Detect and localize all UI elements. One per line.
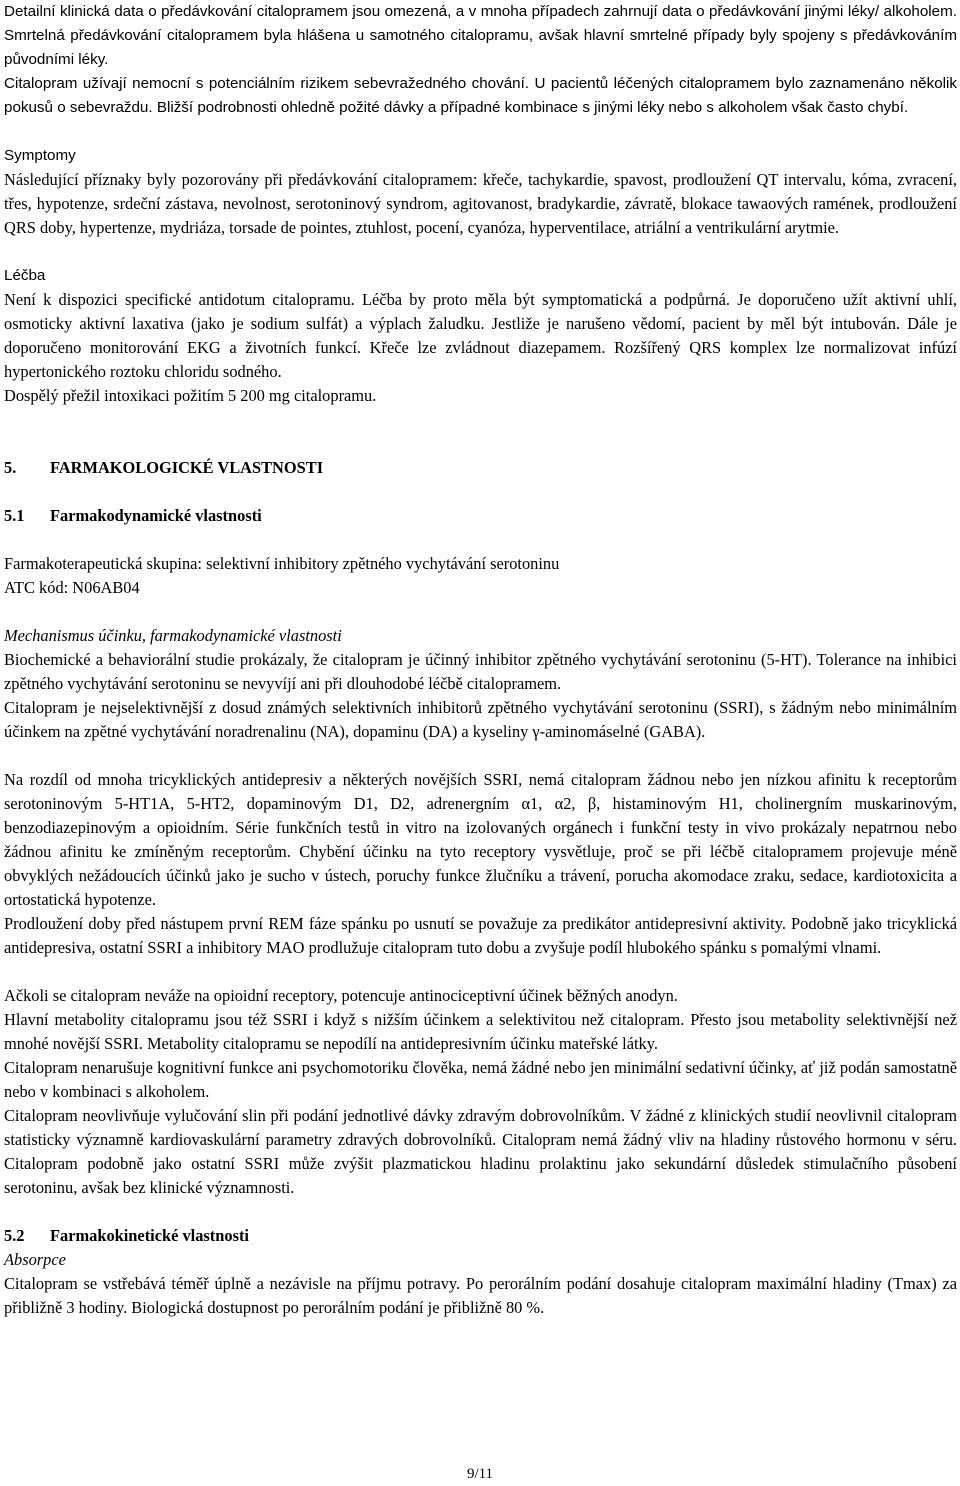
mechanism-heading: Mechanismus účinku, farmakodynamické vlastnosti [4, 626, 342, 645]
symptoms-paragraph: Následující příznaky byly pozorovány při předávkování citalopramem: křeče, tachykardie, spavost, prodloužení QT intervalu, kóma, zvracení, třes, hypotenze, srdeční zástava, nevolnost, serotoninový syndrom, agitovanost, bradykardie, závratě, blokace tawaových ramének, prodloužení QRS doby, hypertenze, mydriáza, torsade de pointes, ztuhlost, pocení, cyanóza, hyperventilace, atriální a ventrikulární arytmie. [4, 170, 957, 237]
mechanism-paragraph: Biochemické a behaviorální studie prokázaly, že citalopram je účinný inhibitor zpětného vychytávání serotoninu (5-HT). Tolerance na inhibici zpětného vychytávání serotoninu se nevyvíjí ani při dlouhodobé léčbě citalopramem. [4, 650, 957, 693]
page-number: 9/11 [466, 1466, 494, 1482]
document-page [4, 0, 957, 1320]
section-5-2-heading [4, 1224, 957, 1248]
pharmacotherapeutic-group: Farmakoterapeutická skupina: selektivní inhibitory zpětného vychytávání serotoninu [4, 554, 560, 573]
receptor-affinity-paragraph: Na rozdíl od mnoha tricyklických antidepresiv a některých novějších SSRI, nemá citalopram žádnou nebo jen nízkou afinitu k receptorům serotoninovým 5-HT1A, 5-HT2, dopaminovým D1, D2, adrenergním α1, α2, β, histaminovým H1, cholinergním muskarinovým, benzodiazepinovým a opioidním. Série funkčních testů in vitro na izolovaných orgánech i funkční testy in vivo prokázaly nepatrnou nebo žádnou afinitu ke zmíněným receptorům. Chybění účinku na tyto receptory vysvětluje, proč se při léčbě citalopramem projevuje méně obvyklých nežádoucích účinků jako je sucho v ústech, poruchy funkce žlučníku a trávení, porucha akomodace zraku, sedace, kardiotoxicita a ortostatická hypotenze. [4, 770, 957, 909]
section-title: Farmakodynamické vlastnosti [50, 506, 262, 525]
section-number: 5.2 [4, 1226, 25, 1245]
rem-sleep-paragraph: Prodloužení doby před nástupem první REM fáze spánku po usnutí se považuje za predikátor antidepresivní aktivity. Podobně jako tricyklická antidepresiva, ostatní SSRI a inhibitory MAO prodlužuje citalopram tuto dobu a zvyšuje podíl hlubokého spánku s pomalými vlnami. [4, 914, 957, 957]
section-title: FARMAKOLOGICKÉ VLASTNOSTI [50, 458, 324, 477]
section-title: Farmakokinetické vlastnosti [50, 1226, 249, 1245]
section-number: 5.1 [4, 506, 25, 525]
section-5-heading [4, 456, 957, 480]
overdose-paragraph: Detailní klinická data o předávkování citalopramem jsou omezená, a v mnoha případech zahrnují data o předávkování jinými léky/ alkoholem. Smrtelná předávkování citalopramem byla hlášena u samotného citalopramu, avšak hlavní smrtelné případy byly spojeny s předávkováním původními léky. [4, 3, 957, 68]
absorption-heading: Absorpce [4, 1250, 66, 1269]
suicide-risk-paragraph: Citalopram užívají nemocní s potenciálním rizikem sebevražedného chování. U pacientů léčených citalopramem bylo zaznamenáno několik pokusů o sebevraždu. Bližší podrobnosti ohledně požité dávky a případné kombinace s jinými léky nebo s alkoholem však často chybí. [4, 75, 957, 116]
saliva-paragraph: Citalopram neovlivňuje vylučování slin při podání jednotlivé dávky zdravým dobrovolníkům. V žádné z klinických studií neovlivnil citalopram statisticky významně kardiovaskulární parametry zdravých dobrovolníků. Citalopram nemá žádný vliv na hladiny růstového hormonu v séru. Citalopram podobně jako ostatní SSRI může zvýšit plazmatickou hladinu prolaktinu jako sekundární důsledek stimulačního působení serotoninu, avšak bez klinické významnosti. [4, 1106, 957, 1197]
opioid-paragraph: Ačkoli se citalopram neváže na opioidní receptory, potencuje antinociceptivní účinek běžných anodyn. [4, 986, 678, 1005]
symptoms-heading: Symptomy [4, 147, 76, 164]
atc-code: ATC kód: N06AB04 [4, 578, 140, 597]
metabolites-paragraph: Hlavní metabolity citalopramu jsou též SSRI i když s nižším účinkem a selektivitou než citalopram. Přesto jsou metabolity selektivnější než mnohé novější SSRI. Metabolity citalopramu se nepodílí na antidepresivním účinku mateřské látky. [4, 1010, 957, 1053]
absorption-paragraph: Citalopram se vstřebává téměř úplně a nezávisle na příjmu potravy. Po perorálním podání dosahuje citalopram maximální hladiny (Tmax) za přibližně 3 hodiny. Biologická dostupnost po perorálním podání je přibližně 80 %. [4, 1274, 957, 1317]
cognitive-paragraph: Citalopram nenarušuje kognitivní funkce ani psychomotoriku člověka, nemá žádné nebo jen minimální sedativní účinky, ať již podán samostatně nebo v kombinaci s alkoholem. [4, 1058, 957, 1101]
treatment-heading: Léčba [4, 267, 46, 284]
section-5-1-heading [4, 504, 957, 528]
section-number: 5. [4, 458, 17, 477]
treatment-case: Dospělý přežil intoxikaci požitím 5 200 mg citalopramu. [4, 386, 377, 405]
treatment-paragraph: Není k dispozici specifické antidotum citalopramu. Léčba by proto měla být symptomatická a podpůrná. Je doporučeno užít aktivní uhlí, osmoticky aktivní laxativa (jako je sodium sulfát) a výplach žaludku. Jestliže je narušeno vědomí, pacient by měl být intubován. Dále je doporučeno monitorování EKG a životních funkcí. Křeče lze zvládnout diazepamem. Rozšířený QRS komplex lze normalizovat infúzí hypertonického roztoku chloridu sodného. [4, 290, 957, 381]
selectivity-paragraph: Citalopram je nejselektivnější z dosud známých selektivních inhibitorů zpětného vychytávání serotoninu (SSRI), s žádným nebo minimálním účinkem na zpětné vychytávání noradrenalinu (NA), dopaminu (DA) a kyseliny γ-aminomáselné (GABA). [4, 698, 957, 741]
